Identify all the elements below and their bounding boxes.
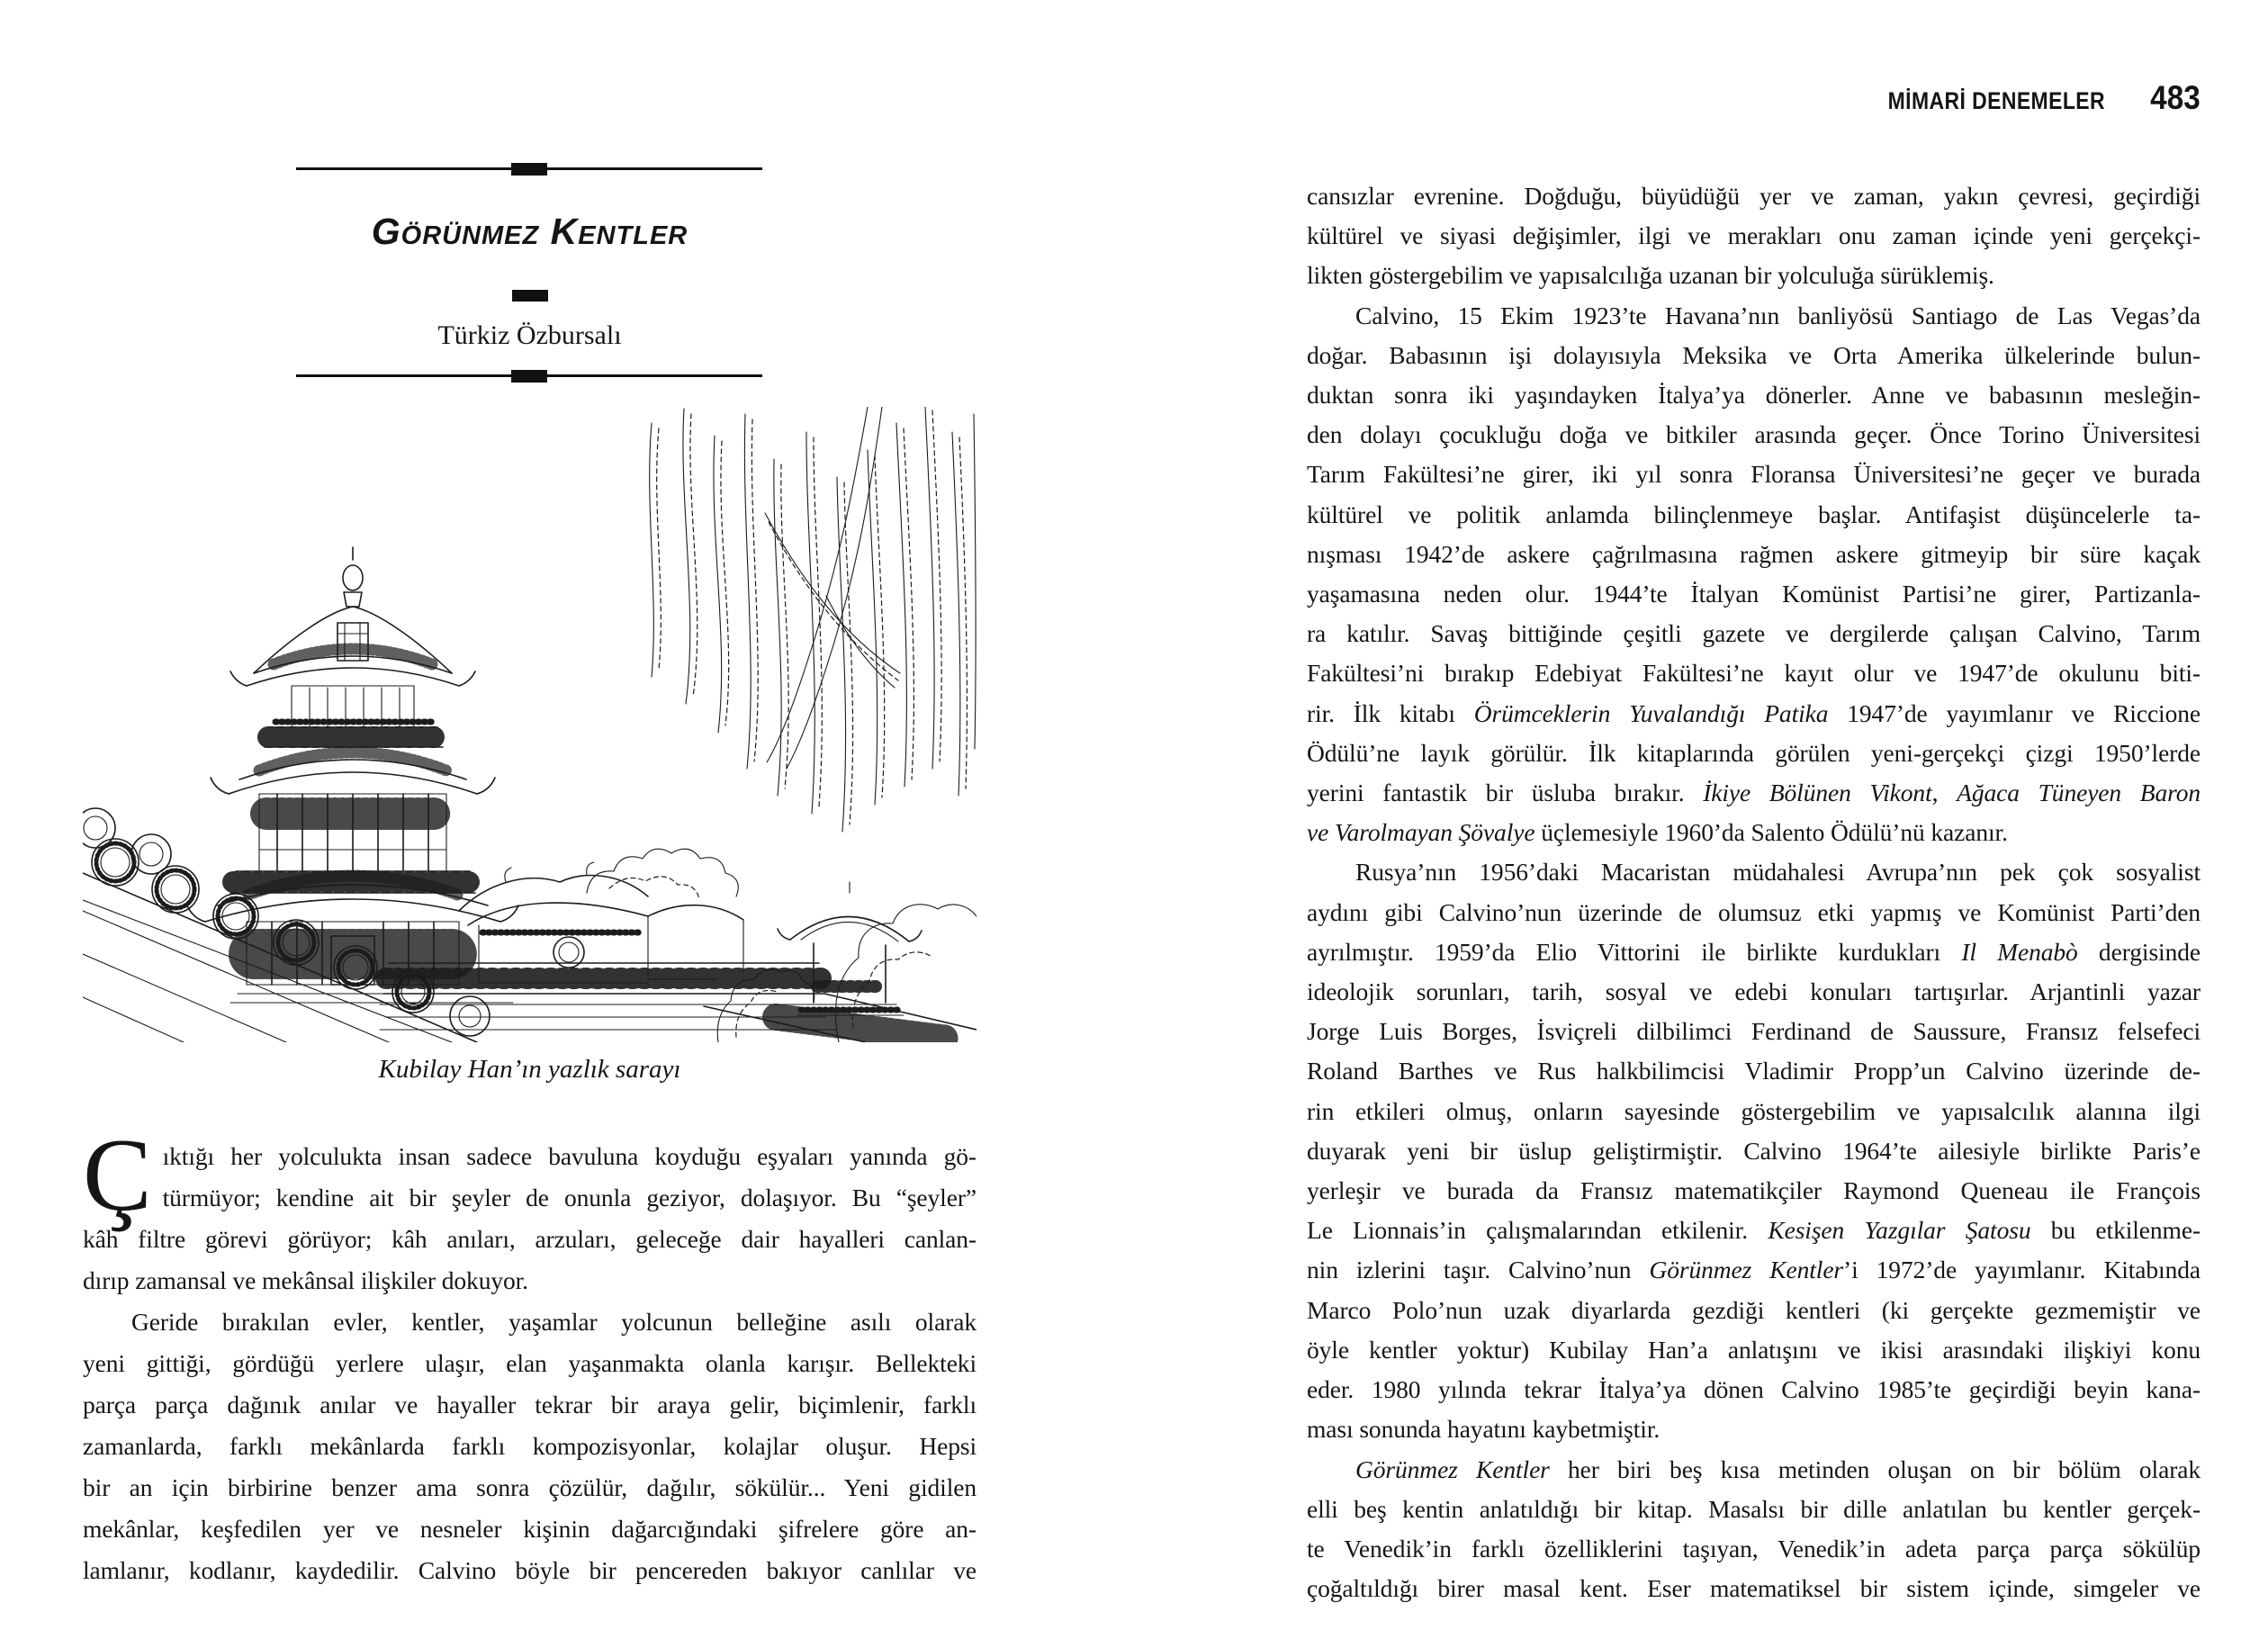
text-segment: üçlemesiyle 1960’da Salento Ödülü’nü kazanır. — [1534, 818, 2008, 847]
text-line — [83, 1467, 976, 1508]
text-line — [1307, 1012, 2200, 1051]
text-line — [1307, 1529, 2200, 1569]
text-line — [83, 1384, 976, 1426]
text-segment: den dolayı çocukluğu doğa ve bitkiler arasında geçer. Önce Torino Üniversitesi — [1307, 420, 2200, 449]
text-line — [1307, 1131, 2200, 1171]
left-body-text — [83, 1118, 976, 1591]
text-segment: nin izlerini taşır. Calvino’nun — [1307, 1256, 1650, 1284]
text-segment: kültürel ve siyasi değişimler, ilgi ve merakları onu zaman içinde yeni gerçekçi- — [1307, 221, 2200, 250]
text-segment: Calvino, 15 Ekim 1923’te Havana’nın banliyösü Santiago de Las Vegas’da — [1355, 301, 2200, 329]
text-segment: yeni gittiği, gördüğü yerlere ulaşır, elan yaşanmakta olanla karışır. Bellekteki — [83, 1349, 976, 1377]
text-line — [1307, 455, 2200, 494]
text-line — [1307, 972, 2200, 1012]
text-segment: mekânlar, keşfedilen yer ve nesneler kişinin dağarcığındaki şifrelere göre an- — [83, 1515, 976, 1543]
right-body-text — [1307, 176, 2200, 1608]
text-segment: her biri beş kısa metinden oluşan on bir bölüm olarak — [1549, 1454, 2201, 1483]
text-line — [1307, 1171, 2200, 1211]
text-segment: kültürel ve politik anlamda bilinçlenmeye başlar. Antifaşist düşüncelerle ta- — [1307, 500, 2200, 528]
text-segment: çoğaltıldığı birer masal kent. Eser matematiksel bir sistem içinde, simgeler ve — [1307, 1574, 2200, 1603]
text-line — [1307, 932, 2200, 972]
text-line — [1307, 176, 2200, 216]
text-segment: rir. İlk kitabı — [1307, 698, 1474, 727]
text-segment: bir an için birbirine benzer ama sonra çözülür, dağılır, sökülür... Yeni gidilen — [83, 1473, 976, 1501]
text-line — [83, 1260, 976, 1301]
text-line — [1307, 734, 2200, 773]
text-segment: bu etkilenme- — [2030, 1216, 2201, 1245]
text-segment: doğar. Babasının işi dolayısıyla Meksika ve Orta Amerika ülkelerinde bulun- — [1307, 340, 2200, 369]
text-segment: 1947’de yayımlanır ve Riccione — [1828, 698, 2201, 727]
text-segment: likten göstergebilim ve yapısalcılığa uzanan bir yolculuğa sürüklemiş. — [1307, 261, 1994, 290]
text-segment: ması sonunda hayatını kaybetmiştir. — [1307, 1415, 1660, 1444]
text-segment: Geride bırakılan evler, kentler, yaşamlar yolcunun belleğine asılı olarak — [131, 1308, 976, 1336]
text-segment: duyarak yeni bir üslup geliştirmiştir. Calvino 1964’te ailesiyle birlikte Paris’e — [1307, 1136, 2200, 1165]
italic-text-segment: Görünmez Kentler — [1649, 1256, 1844, 1284]
text-segment: Roland Barthes ve Rus halkbilimcisi Vladimir Propp’un Calvino üzerinde de- — [1307, 1057, 2200, 1085]
text-segment: te Venedik’in farklı özelliklerini taşıyan, Venedik’in adeta parça parça sökülüp — [1307, 1534, 2200, 1562]
text-line — [1307, 1250, 2200, 1290]
italic-text-segment: İkiye Bölünen Vikont — [1703, 779, 1932, 807]
rule-center-bar — [511, 163, 547, 176]
text-line — [1307, 1569, 2200, 1608]
text-line — [1307, 574, 2200, 614]
italic-text-segment: Il Menabò — [1961, 937, 2078, 966]
text-segment: eder. 1980 yılında tekrar İtalya’ya dönen Calvino 1985’te geçirdiği beyin kana- — [1307, 1375, 2200, 1404]
text-line — [1307, 296, 2200, 336]
text-segment: Rusya’nın 1956’daki Macaristan müdahalesi Avrupa’nın pek çok sosyalist — [1355, 858, 2200, 887]
text-segment: aydını gibi Calvino’nun üzerinde de olumsuz etki yapmış ve Komünist Parti’den — [1307, 897, 2200, 926]
running-head-title: MİMARİ DENEMELER — [1887, 87, 2106, 114]
text-line — [1307, 893, 2200, 932]
text-line — [1307, 216, 2200, 256]
text-line — [1307, 336, 2200, 375]
page-number: 483 — [2150, 79, 2200, 116]
text-line — [1307, 694, 2200, 734]
text-line — [83, 1508, 976, 1550]
text-line — [1307, 1370, 2200, 1409]
text-segment: kâh filtre görevi görüyor; kâh anıları, arzuları, geleceğe dair hayalleri canlan- — [83, 1225, 976, 1253]
text-segment: dırıp zamansal ve mekânsal ilişkiler dokuyor. — [83, 1266, 528, 1294]
text-segment: ’i 1972’de yayımlanır. Kitabında — [1843, 1256, 2200, 1284]
text-line — [83, 1177, 976, 1219]
text-line — [1307, 852, 2200, 892]
italic-text-segment: Kesişen Yazgılar Şatosu — [1768, 1216, 2031, 1245]
text-segment: ıktığı her yolculukta insan sadece bavuluna koyduğu eşyaları yanında gö- — [162, 1142, 976, 1170]
text-segment: Fakültesi’ni bırakıp Edebiyat Fakültesi’ne kayıt olur ve 1947’de okulunu biti- — [1307, 659, 2200, 688]
illustration-kubilai-summer-palace — [83, 407, 976, 1042]
text-segment: rin etkileri olmuş, onların sayesinde göstergebilim ve yapısalcılık alanına ilgi — [1307, 1096, 2200, 1125]
text-line — [1307, 1291, 2200, 1330]
italic-text-segment: ve Varolmayan Şövalye — [1307, 818, 1535, 847]
text-segment: Marco Polo’nun uzak diyarlarda gezdiği kentleri (ki gerçekte gezmemiştir ve — [1307, 1295, 2200, 1324]
text-segment: , — [1931, 779, 1958, 807]
text-segment: yerini fantastik bir üsluba bırakır. — [1307, 779, 1704, 807]
text-segment: Le Lionnais’in çalışmalarından etkilenir. — [1307, 1216, 1768, 1245]
right-page — [1307, 0, 2200, 1630]
essay-author: Türkiz Özbursalı — [437, 320, 622, 350]
italic-text-segment: Ağaca Tüneyen Baron — [1957, 779, 2201, 807]
text-line — [1307, 653, 2200, 693]
text-line — [1307, 1450, 2200, 1490]
italic-text-segment: Örümceklerin Yuvalandığı Patika — [1473, 698, 1829, 727]
text-line — [83, 1136, 976, 1177]
text-line — [1307, 535, 2200, 574]
text-line — [1307, 1330, 2200, 1370]
text-segment: Ödülü’ne layık görülür. İlk kitaplarında görülen yeni-gerçekçi çizgi 1950’lerde — [1307, 738, 2200, 767]
text-line — [1307, 1092, 2200, 1131]
text-line — [1307, 1490, 2200, 1529]
text-line — [83, 1343, 976, 1384]
text-line — [1307, 1409, 2200, 1449]
running-head — [1850, 79, 2200, 117]
text-line — [1307, 375, 2200, 415]
text-line — [83, 1426, 976, 1467]
text-segment: nışması 1942’de askere çağrılmasına rağmen askere gitmeyip bir süre kaçak — [1307, 539, 2200, 568]
essay-title: Görünmez Kentler — [371, 211, 688, 252]
text-segment: Jorge Luis Borges, İsviçreli dilbilimci Ferdinand de Saussure, Fransız felsefeci — [1307, 1017, 2200, 1046]
text-segment: lamlanır, kodlanır, kaydedilir. Calvino böyle bir pencereden bakıyor canlılar ve — [83, 1556, 976, 1584]
text-segment: türmüyor; kendine ait bir şeyler de onunla geziyor, dolaşıyor. Bu “şeyler” — [162, 1184, 976, 1211]
text-line — [1307, 1211, 2200, 1250]
text-segment: zamanlarda, farklı mekânlarda farklı kompozisyonlar, kolajlar oluşur. Hepsi — [83, 1432, 976, 1460]
text-line — [1307, 1051, 2200, 1091]
text-line — [1307, 813, 2200, 852]
text-line — [1307, 256, 2200, 295]
text-segment: öyle kentler yoktur) Kubilay Han’a anlatışını ve ikisi arasındaki ilişkiyi konu — [1307, 1335, 2200, 1364]
text-segment: Tarım Fakültesi’ne girer, iki yıl sonra Floransa Üniversitesi’ne geçer ve burada — [1307, 460, 2200, 489]
text-line — [1307, 614, 2200, 653]
text-segment: yerleşir ve burada da Fransız matematikçiler Raymond Queneau ile François — [1307, 1176, 2200, 1205]
text-line — [1307, 415, 2200, 455]
text-line — [83, 1219, 976, 1260]
title-divider-bar — [512, 290, 548, 302]
text-segment: parça parça dağınık anılar ve hayaller tekrar bir araya gelir, biçimlenir, farklı — [83, 1391, 976, 1418]
left-page — [83, 0, 976, 1630]
text-segment: ayrılmıştır. 1959’da Elio Vittorini ile birlikte kurdukları — [1307, 937, 1962, 966]
text-segment: dergisinde — [2077, 937, 2200, 966]
text-segment: yaşamasına neden olur. 1944’te İtalyan Komünist Partisi’ne girer, Partizanla- — [1307, 580, 2200, 608]
text-segment: elli beş kentin anlatıldığı bir kitap. Masalsı bir dille anlatılan bu kentler gerçek- — [1307, 1494, 2200, 1523]
text-segment: ra katılır. Savaş bittiğinde çeşitli gazete ve dergilerde çalışan Calvino, Tarım — [1307, 619, 2200, 648]
illustration-caption: Kubilay Han’ın yazlık sarayı — [378, 1055, 681, 1084]
text-segment: ideolojik sorunları, tarih, sosyal ve edebi konuları tartışırlar. Arjantinli yazar — [1307, 977, 2200, 1006]
text-line — [83, 1550, 976, 1591]
section-rule-top — [296, 167, 762, 170]
text-segment: cansızlar evrenine. Doğduğu, büyüdüğü yer ve zaman, yakın çevresi, geçirdiği — [1307, 182, 2200, 210]
section-rule-bottom — [296, 374, 762, 377]
text-segment: duktan sonra iki yaşındayken İtalya’ya dönerler. Anne ve babasının mesleğin- — [1307, 381, 2200, 410]
rule-center-bar — [511, 370, 547, 383]
text-line — [1307, 773, 2200, 813]
text-line — [83, 1301, 976, 1343]
text-line — [1307, 495, 2200, 535]
italic-text-segment: Görünmez Kentler — [1355, 1454, 1550, 1483]
drop-cap: Ç — [83, 1118, 152, 1232]
